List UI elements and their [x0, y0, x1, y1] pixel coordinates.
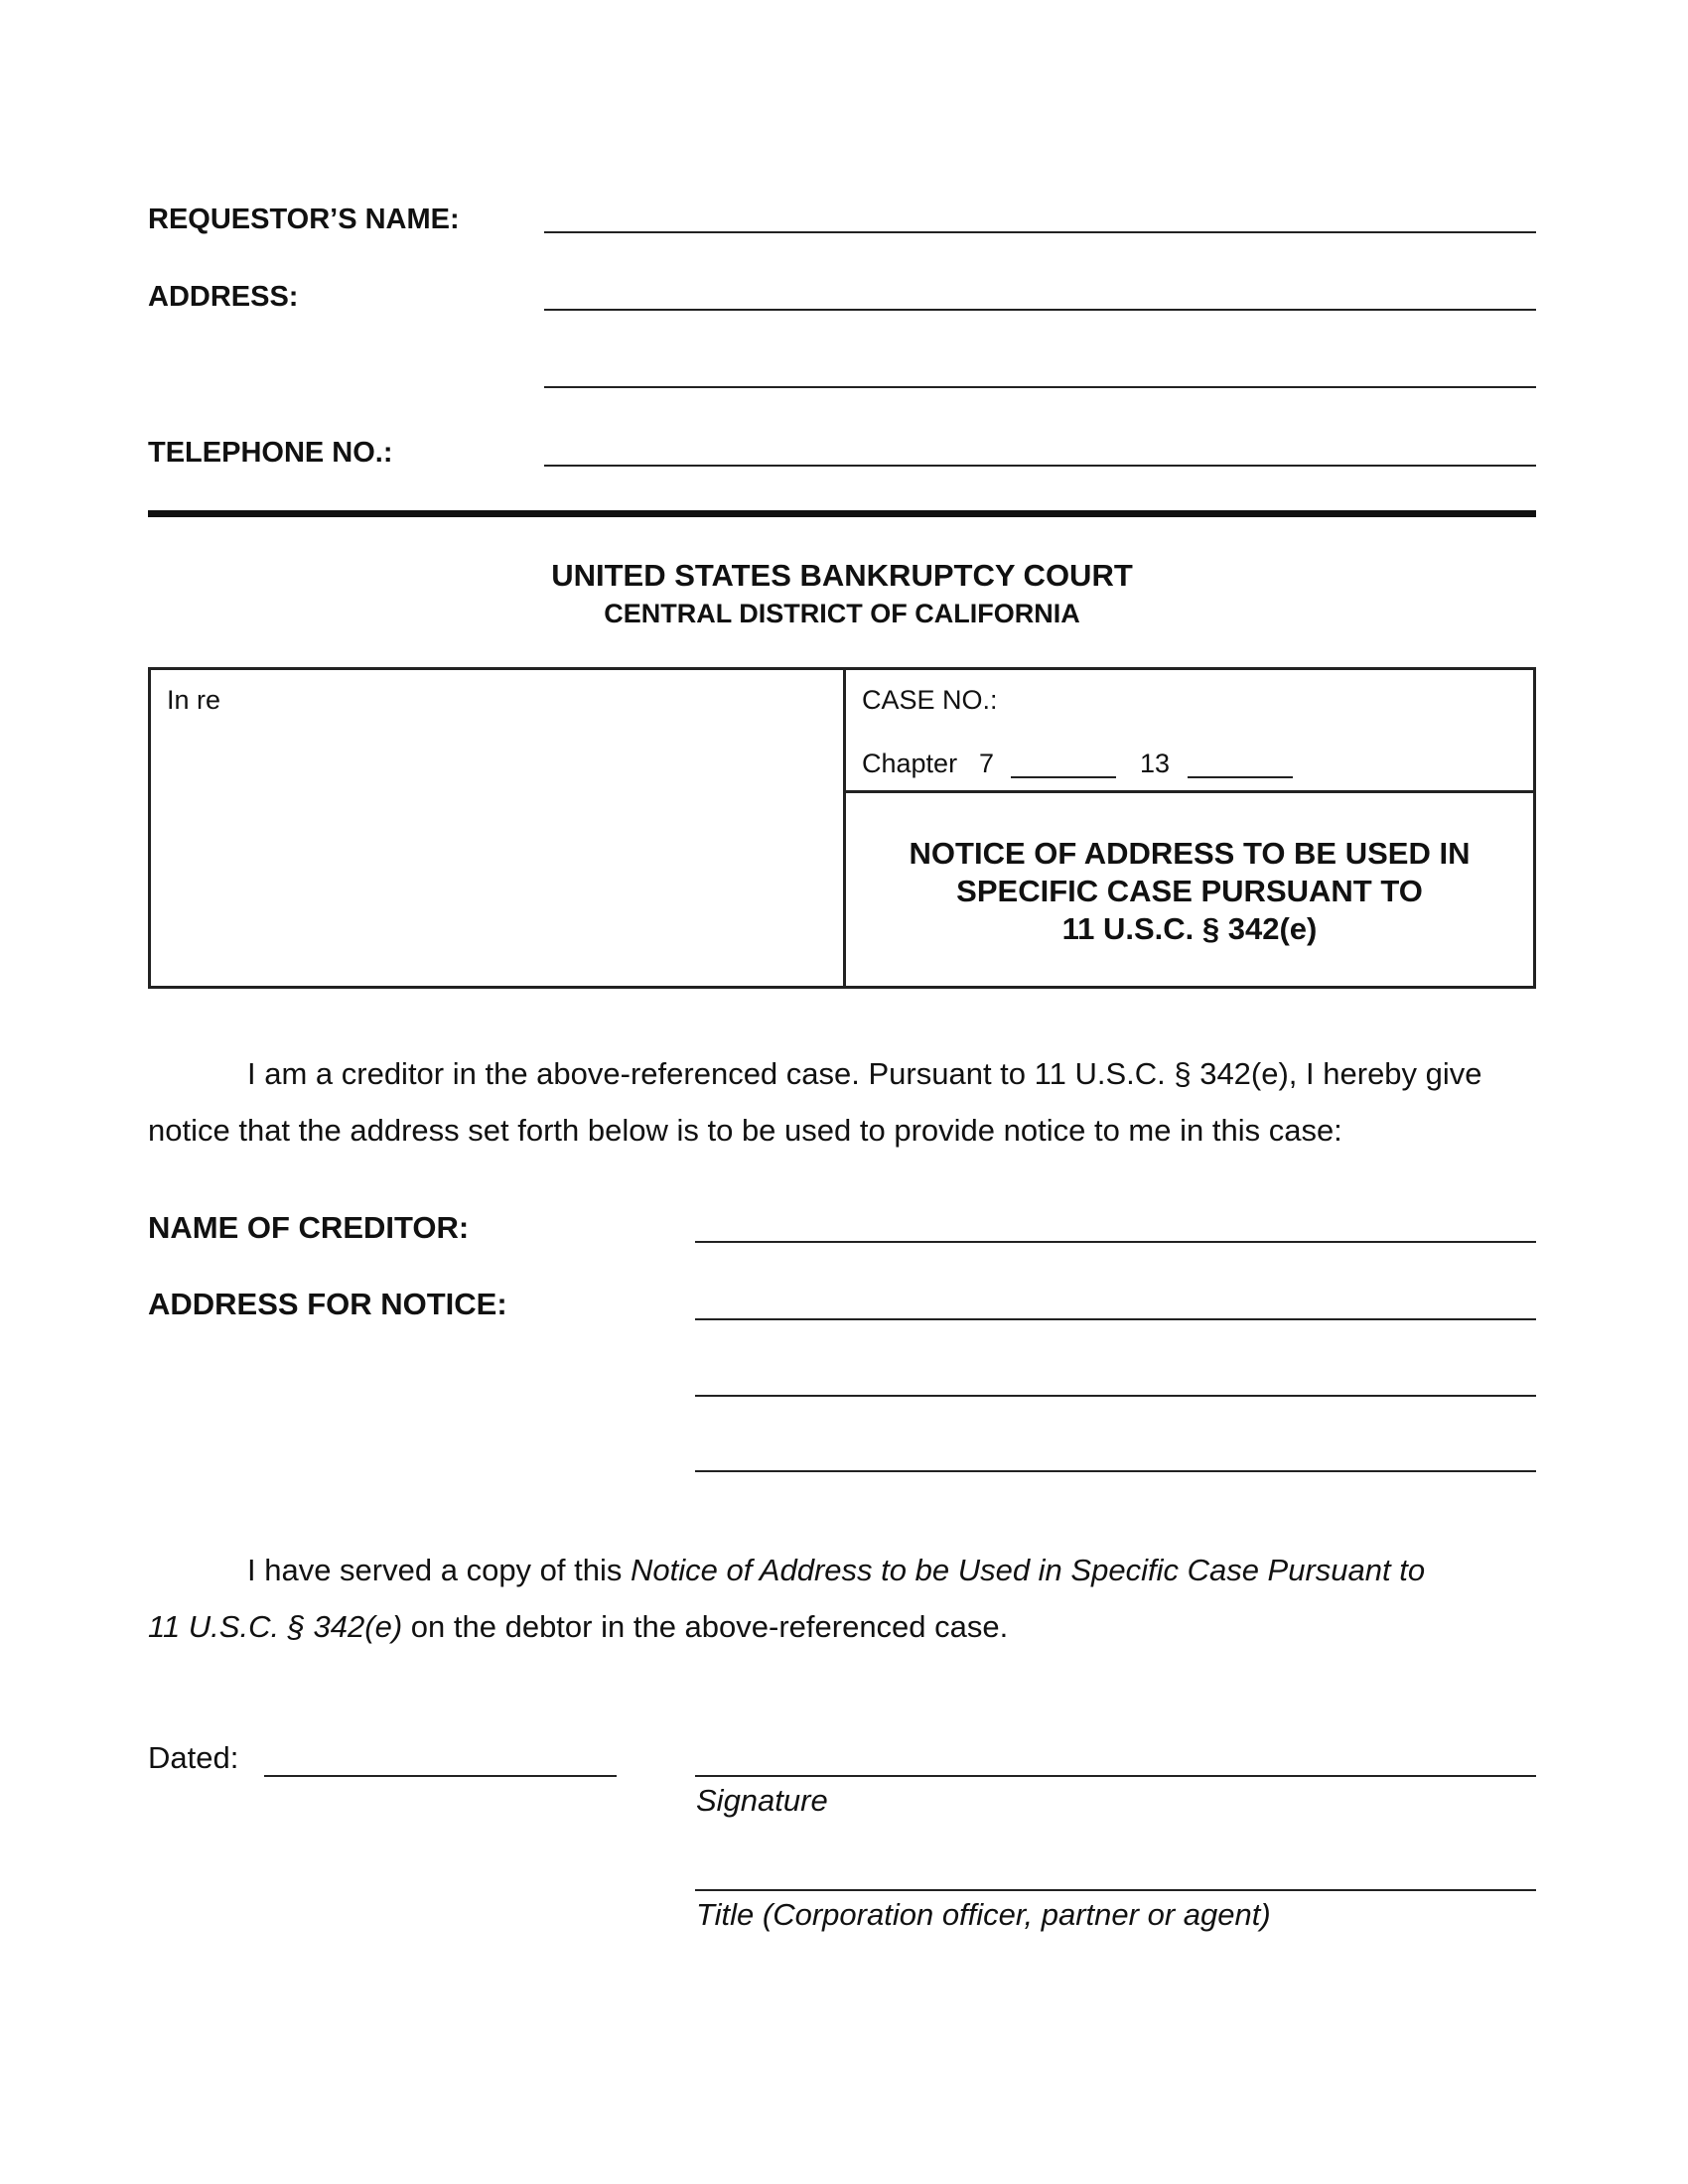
- case-no-label: CASE NO.:: [862, 685, 998, 715]
- chapter-7-label: 7: [979, 749, 995, 778]
- in-re-label: In re: [167, 685, 221, 715]
- header-divider: [148, 510, 1536, 517]
- dated-field[interactable]: [264, 1775, 617, 1777]
- statement-line-1: I am a creditor in the above-referenced case. Pursuant to 11 U.S.C. § 342(e), I hereby give: [247, 1056, 1482, 1091]
- chapter-13-field[interactable]: [1188, 776, 1293, 778]
- court-district: CENTRAL DISTRICT OF CALIFORNIA: [604, 599, 1080, 628]
- notice-address-line-3[interactable]: [695, 1470, 1536, 1472]
- notice-address-line-1[interactable]: [695, 1318, 1536, 1320]
- signature-label: Signature: [696, 1783, 828, 1818]
- requestor-name-label: REQUESTOR’S NAME:: [148, 204, 460, 235]
- creditor-name-field[interactable]: [695, 1241, 1536, 1243]
- chapter-7-field[interactable]: [1011, 776, 1116, 778]
- requestor-name-field[interactable]: [544, 231, 1536, 233]
- court-name: UNITED STATES BANKRUPTCY COURT: [551, 558, 1133, 593]
- title-label: Title (Corporation officer, partner or agent): [696, 1897, 1271, 1932]
- address-label: ADDRESS:: [148, 281, 299, 313]
- telephone-label: TELEPHONE NO.:: [148, 437, 393, 469]
- signature-field[interactable]: [695, 1775, 1536, 1777]
- service-line-1-italic: Notice of Address to be Used in Specific Case Pursuant to: [631, 1553, 1426, 1587]
- address-field-line-1[interactable]: [544, 309, 1536, 311]
- chapter-13-label: 13: [1140, 749, 1171, 778]
- notice-address-line-2[interactable]: [695, 1395, 1536, 1397]
- notice-title-line-1: NOTICE OF ADDRESS TO BE USED IN: [909, 836, 1471, 871]
- in-re-cell[interactable]: [151, 670, 846, 986]
- service-line-2-italic: 11 U.S.C. § 342(e): [148, 1609, 403, 1644]
- service-line-1: [247, 1542, 1425, 1598]
- telephone-field[interactable]: [544, 465, 1536, 467]
- notice-title-line-3: 11 U.S.C. § 342(e): [1061, 911, 1318, 946]
- creditor-name-label: NAME OF CREDITOR:: [148, 1210, 470, 1245]
- address-for-notice-label: ADDRESS FOR NOTICE:: [148, 1287, 507, 1321]
- dated-label: Dated:: [148, 1740, 239, 1775]
- case-number-cell: [846, 670, 1533, 793]
- address-field-line-2[interactable]: [544, 386, 1536, 388]
- case-caption-box: [148, 667, 1536, 989]
- chapter-label: Chapter: [862, 749, 958, 778]
- notice-title-cell: [846, 793, 1533, 986]
- service-line-1-plain: I have served a copy of this: [247, 1553, 631, 1587]
- service-line-2: [148, 1598, 1008, 1655]
- statement-line-2: notice that the address set forth below is to be used to provide notice to me in this case:: [148, 1113, 1342, 1148]
- title-field[interactable]: [695, 1889, 1536, 1891]
- service-line-2-plain: on the debtor in the above-referenced case.: [402, 1609, 1009, 1644]
- notice-title-line-2: SPECIFIC CASE PURSUANT TO: [956, 874, 1423, 908]
